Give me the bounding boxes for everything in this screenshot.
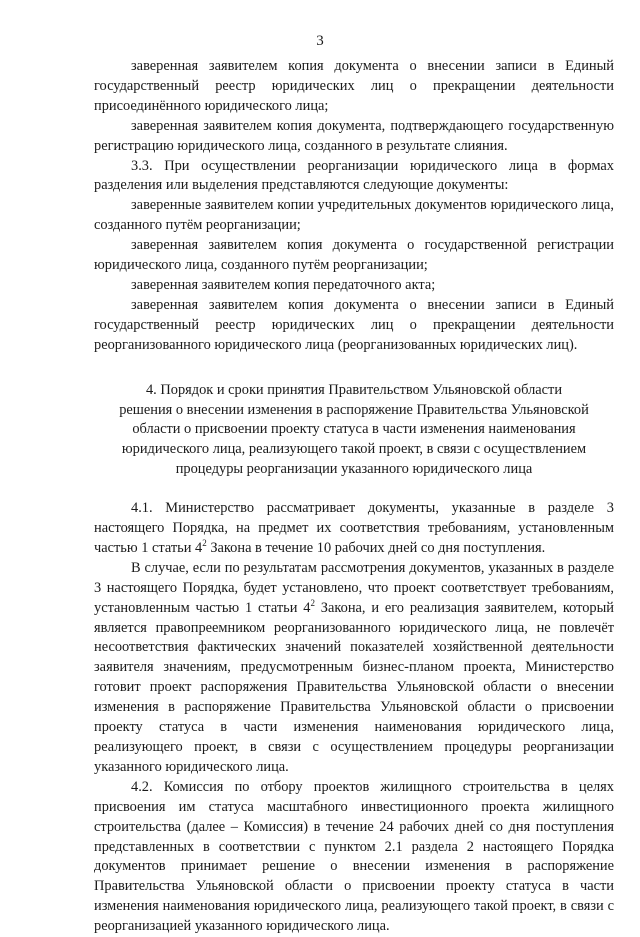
paragraph: заверенная заявителем копия документа о внесении записи в Единый государственный реестр юридических лиц о прекращении деятельности присоединённого юридического лица;: [94, 58, 614, 114]
heading-line: процедуры реорганизации указанного юридического лица: [175, 461, 533, 478]
heading-line: решения о внесении изменения в распоряжение Правительства Ульяновской: [119, 401, 589, 418]
text: Закона в течение 10 рабочих дней со дня поступления.: [206, 539, 546, 556]
text: Закона, и его реализация заявителем, который является правопреемником реорганизованного юридического лица, не повлечёт несоответствия фактических значений показателей хозяйственной деятельности заявителя значениям, предусмотренным бизнес-планом проекта, Министерство готовит проект распоряжения Правительства Ульяновской области о внесении изменения в распоряжение Правительства Ульяновской области о присвоении проекту статуса в части изменения наименования юридического лица, реализующего проект, в связи с осуществлением процедуры реорганизации указанного юридического лица.: [94, 599, 614, 775]
paragraph-4-2: 4.2. Комиссия по отбору проектов жилищного строительства в целях присвоения им статуса масштабного инвестиционного проекта жилищного строительства (далее – Комиссия) в течение 24 рабочих дней со дня поступления представленных в соответствии с пунктом 2.1 раздела 2 настоящего Порядка документов принимает решение о внесении изменения в распоряжение Правительства Ульяновской области о присвоении проекту статуса в части изменения наименования юридического лица, реализующего такой проект, в связи с реорганизацией указанного юридического лица.: [94, 778, 614, 935]
paragraph: заверенная заявителем копия передаточного акта;: [131, 276, 436, 293]
paragraph: 3.3. При осуществлении реорганизации юридического лица в формах разделения или выделения представляются следующие документы:: [94, 157, 614, 194]
paragraph: заверенная заявителем копия документа о государственной регистрации юридического лица, созданного путём реорганизации;: [94, 237, 614, 274]
paragraph-4-1: [94, 499, 614, 559]
paragraph: заверенная заявителем копия документа о внесении записи в Единый государственный реестр юридических лиц о прекращении деятельности реорганизованного юридического лица (реорганизованных юридических лиц).: [94, 296, 614, 353]
paragraph: заверенные заявителем копии учредительных документов юридического лица, созданного путём реорганизации;: [94, 197, 614, 234]
text: В случае, если по результатам рассмотрения документов, указанных в разделе 3 настоящего Порядка, будет установлено, что проект соответствует требованиям, установленным частью 1 статьи 4: [94, 559, 614, 616]
superscript: 2: [202, 538, 207, 549]
heading-line: области о присвоении проекту статуса в части изменения наименования: [132, 421, 576, 438]
paragraph: заверенная заявителем копия документа, подтверждающего государственную регистрацию юридического лица, созданного в результате слияния.: [94, 117, 614, 154]
document-body: [94, 57, 614, 937]
section-heading: [94, 381, 614, 481]
text: 4.1. Министерство рассматривает документы, указанные в разделе 3 настоящего Порядка, на предмет их соответствия требованиям, установленным частью 1 статьи 4: [94, 500, 614, 556]
heading-line: 4. Порядок и сроки принятия Правительством Ульяновской области: [145, 381, 563, 398]
heading-line: юридического лица, реализующего такой проект, в связи с осуществлением: [121, 441, 587, 458]
paragraph-4-1-case: [94, 559, 614, 778]
page-number: 3: [316, 33, 324, 49]
superscript: 2: [310, 597, 315, 608]
